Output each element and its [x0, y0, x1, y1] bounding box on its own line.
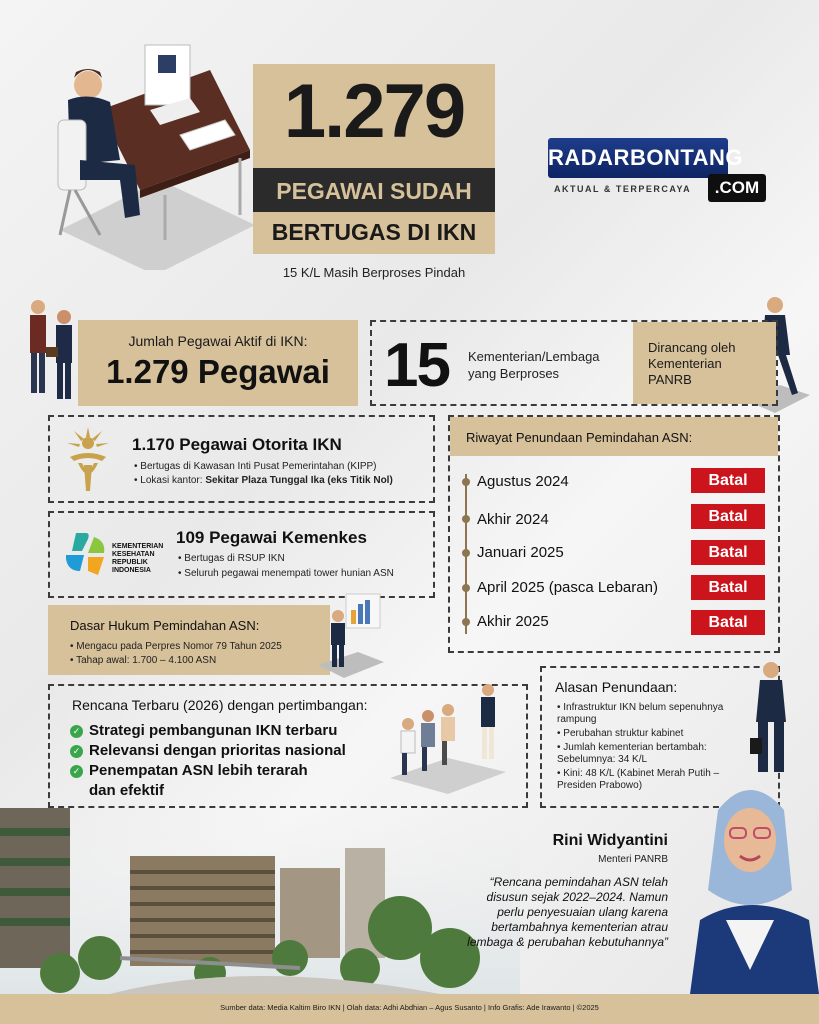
timeline-label: Agustus 2024 — [477, 473, 569, 490]
otorita-bullet-2 — [134, 475, 393, 486]
timeline-label: April 2025 (pasca Lebaran) — [477, 579, 658, 596]
timeline-dot — [462, 549, 470, 557]
check-icon: ✓ — [70, 765, 83, 778]
status-badge: Batal — [691, 468, 765, 493]
minister-portrait — [680, 770, 819, 994]
timeline-label: Akhir 2025 — [477, 613, 549, 630]
check-icon: ✓ — [70, 725, 83, 738]
active-employees-value: 1.279 Pegawai — [106, 353, 330, 390]
timeline-dot — [462, 584, 470, 592]
status-badge: Batal — [691, 504, 765, 529]
man-suit-illustration — [746, 660, 796, 776]
logo-suffix: .COM — [708, 174, 766, 202]
presenter-illustration — [318, 590, 384, 680]
timeline-dot — [462, 618, 470, 626]
otorita-bullet-2-location: Sekitar Plaza Tunggal Ika (eks Titik Nol) — [205, 475, 393, 486]
legal-basis-bullet-2: • Tahap awal: 1.700 – 4.100 ASN — [70, 655, 217, 666]
status-badge: Batal — [691, 610, 765, 635]
hero-subtitle: 15 K/L Masih Berproses Pindah — [282, 265, 466, 280]
legal-basis-title: Dasar Hukum Pemindahan ASN: — [70, 618, 260, 633]
waiting-people-illustration — [388, 680, 506, 796]
reason-item: • Jumlah kementerian bertambah: Sebelumnya: 34 K/L — [557, 742, 707, 765]
otorita-ikn-logo-icon — [64, 425, 112, 493]
hero-line1: PEGAWAI SUDAH — [276, 178, 472, 204]
reason-item: • Perubahan struktur kabinet — [557, 728, 684, 739]
plan-item: Penempatan ASN lebih terarah — [89, 762, 308, 779]
minister-quote: “Rencana pemindahan ASN telah disusun sejak 2022–2024. Namun perlu penyesuaian ulang karena bertambahnya kementerian atrau lembaga & perubahan kebutuhannya” — [467, 875, 668, 949]
kemenkes-logo-icon — [62, 531, 108, 577]
new-plan-title: Rencana Terbaru (2026) dengan pertimbangan: — [72, 697, 368, 713]
logo-name: RADARBONTANG — [548, 138, 728, 178]
active-employees-label: Jumlah Pegawai Aktif di IKN: — [128, 333, 308, 349]
ministries-label: Kementerian/Lembaga yang Berproses — [468, 349, 600, 381]
timeline-label: Akhir 2024 — [477, 511, 549, 528]
logo-tagline: AKTUAL & TERPERCAYA — [554, 184, 692, 194]
reasons-title: Alasan Penundaan: — [555, 679, 678, 695]
kemenkes-bullet-2: • Seluruh pegawai menempati tower hunian ASN — [178, 568, 394, 579]
footer-credits: Sumber data: Media Kaltim Biro IKN | Olah data: Adhi Abdhian – Agus Susanto | Info Grafis: Ade Irawanto | ©2025 — [220, 1003, 599, 1012]
timeline-dot — [462, 515, 470, 523]
kemenkes-bullet-1: • Bertugas di RSUP IKN — [178, 553, 285, 564]
timeline-label: Januari 2025 — [477, 544, 564, 561]
timeline-dot — [462, 478, 470, 486]
minister-name: Rini Widyantini — [552, 832, 668, 849]
status-badge: Batal — [691, 575, 765, 600]
otorita-bullet-2-prefix: • Lokasi kantor: — [134, 475, 206, 486]
kemenkes-title: 109 Pegawai Kemenkes — [176, 528, 367, 547]
minister-role: Menteri PANRB — [598, 854, 668, 865]
reason-item: • Infrastruktur IKN belum sepenuhnya rampung — [557, 702, 724, 725]
ikn-city-illustration — [0, 808, 520, 994]
ministries-count: 15 — [384, 331, 449, 400]
designed-by-text: Dirancang oleh Kementerian PANRB — [648, 340, 736, 387]
otorita-bullet-1: • Bertugas di Kawasan Inti Pusat Pemerintahan (KIPP) — [134, 461, 377, 472]
otorita-title: 1.170 Pegawai Otorita IKN — [132, 435, 342, 454]
legal-basis-bullet-1: • Mengacu pada Perpres Nomor 79 Tahun 2025 — [70, 641, 282, 652]
check-icon: ✓ — [70, 745, 83, 758]
radar-bontang-logo[interactable] — [548, 138, 760, 206]
plan-item: Strategi pembangunan IKN terbaru — [89, 722, 338, 739]
kemenkes-org-name: KEMENTERIAN KESEHATAN REPUBLIK INDONESIA — [112, 543, 164, 574]
status-badge: Batal — [691, 540, 765, 565]
office-desk-illustration — [40, 40, 255, 270]
hero-line2: BERTUGAS DI IKN — [271, 219, 477, 245]
reason-item: • Kini: 48 K/L (Kabinet Merah Putih – Presiden Prabowo) — [557, 768, 720, 791]
plan-item: dan efektif — [89, 782, 165, 799]
postponement-history-title: Riwayat Penundaan Pemindahan ASN: — [466, 430, 693, 445]
plan-item: Relevansi dengan prioritas nasional — [89, 742, 346, 759]
hero-number: 1.279 — [283, 69, 465, 154]
handshake-illustration — [20, 295, 82, 405]
